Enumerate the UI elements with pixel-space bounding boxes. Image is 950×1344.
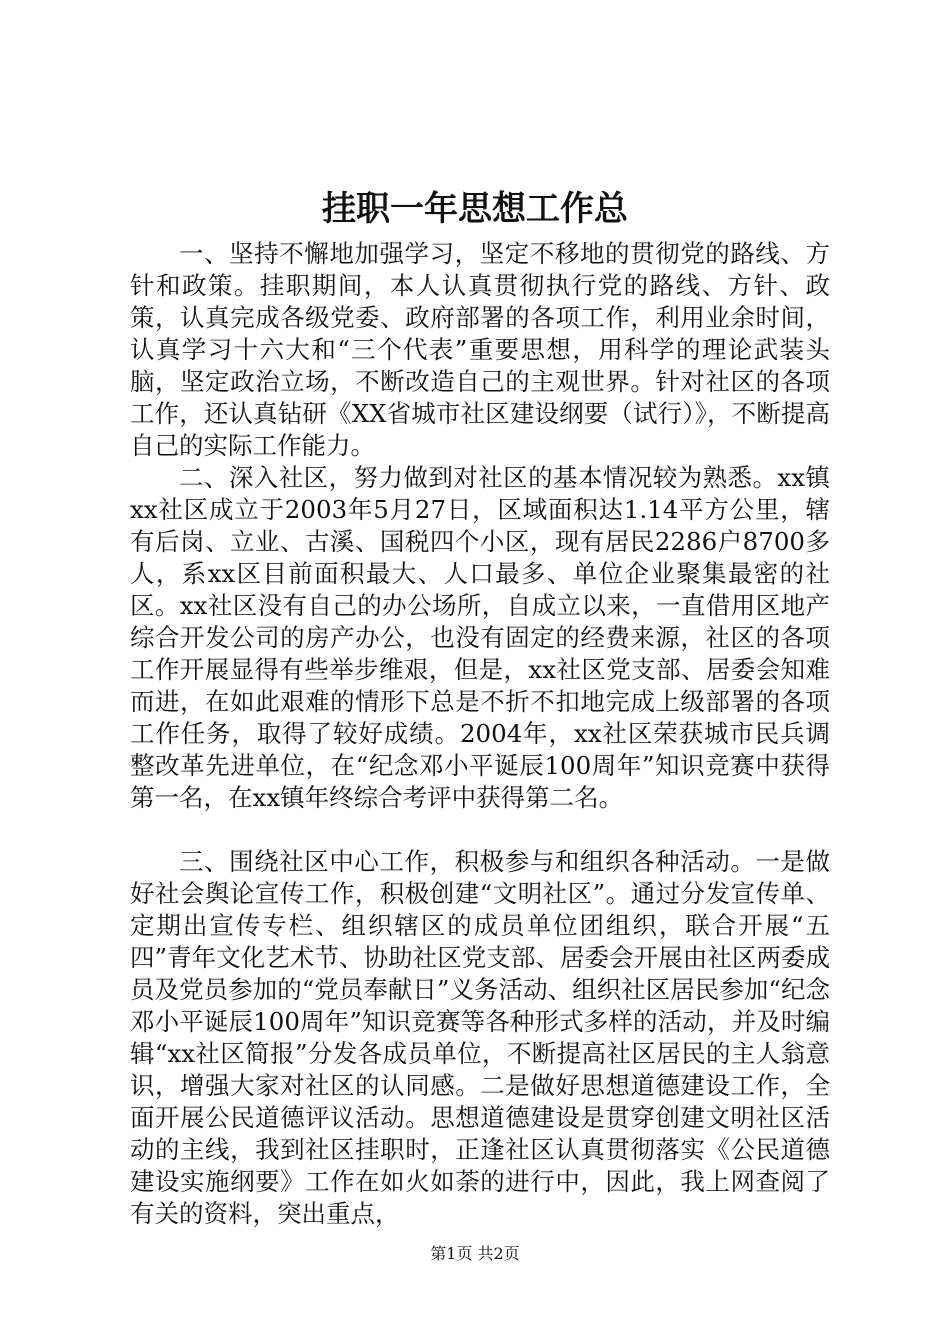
document-body — [130, 238, 830, 1230]
paragraph-1: 一、坚持不懈地加强学习，坚定不移地的贯彻党的路线、方针和政策。挂职期间，本人认真贯彻执行党的路线、方针、政策，认真完成各级党委、政府部署的各项工作，利用业余时间，认真学习十六大和“三个代表”重要思想，用科学的理论武装头脑，坚定政治立场，不断改造自己的主观世界。针对社区的各项工作，还认真钻研《XX省城市社区建设纲要（试行）》，不断提高自己的实际工作能力。 — [130, 239, 830, 460]
paragraph-3: 三、围绕社区中心工作，积极参与和组织各种活动。一是做好社会舆论宣传工作，积极创建“文明社区”。通过分发宣传单、定期出宣传专栏、组织辖区的成员单位团组织，联合开展“五四”青年文化艺术节、协助社区党支部、居委会开展由社区两委成员及党员参加的“党员奉献日”义务活动、组织社区居民参加“纪念邓小平诞辰100周年”知识竞赛等各种形式多样的活动，并及时编辑“xx社区简报”分发各成员单位，不断提高社区居民的主人翁意识，增强大家对社区的认同感。二是做好思想道德建设工作，全面开展公民道德评议活动。思想道德建设是贯穿创建文明社区活动的主线，我到社区挂职时，正逢社区认真贯彻落实《公民道德建设实施纲要》工作在如火如荼的进行中，因此，我上网查阅了有关的资料，突出重点， — [130, 847, 830, 1228]
paragraph-2: 二、深入社区，努力做到对社区的基本情况较为熟悉。xx镇xx社区成立于2003年5月27日，区域面积达1.14平方公里，辖有后岗、立业、古溪、国税四个小区，现有居民2286户8700多人，系xx区目前面积最大、人口最多、单位企业聚集最密的社区。xx社区没有自己的办公场所，自成立以来，一直借用区地产综合开发公司的房产办公，也没有固定的经费来源，社区的各项工作开展显得有些举步维艰，但是，xx社区党支部、居委会知难而进，在如此艰难的情形下总是不折不扣地完成上级部署的各项工作任务，取得了较好成绩。2004年，xx社区荣获城市民兵调整改革先进单位，在“纪念邓小平诞辰100周年”知识竞赛中获得第一名，在xx镇年终综合考评中获得第二名。 — [130, 463, 830, 812]
page-footer: 第1页 共2页 — [430, 1244, 520, 1263]
document-title: 挂职一年思想工作总 — [322, 189, 628, 229]
